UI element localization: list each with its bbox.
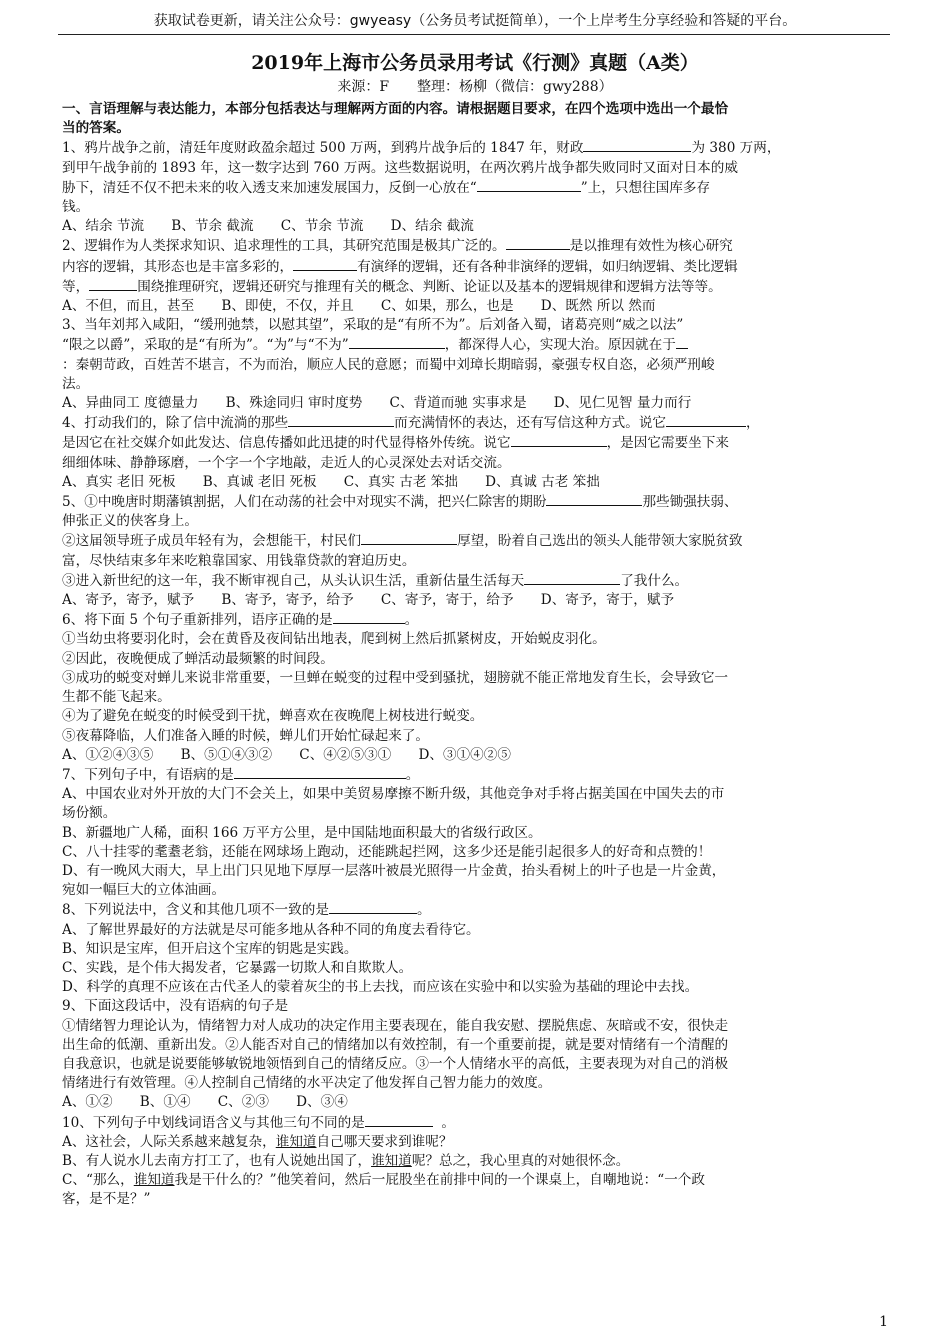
question-7 [62, 765, 890, 900]
option-line [62, 1171, 890, 1190]
answer-blank [365, 1113, 433, 1127]
question-text: ，是因它需要坐下来 [606, 435, 729, 452]
question-9 [62, 997, 890, 1112]
question-text: 那些锄强扶弱、 [642, 494, 738, 511]
passage-line: 自我意识，也就是说要能够敏锐地领悟到自己的情绪反应。③一个人情绪水平的高低，主要表现为对自己的消极 [62, 1055, 729, 1072]
question-options: A、不但，而且，甚至 B、即使，不仅，并且 C、如果，那么，也是 D、既然 所以 然而 [62, 298, 656, 315]
question-text-line [62, 900, 890, 920]
question-text-line: ：秦朝苛政，百姓苦不堪言，不为而治，顺应人民的意愿；而蜀中刘璋长期暗弱，豪强专权自恣，必须严刑峻 [62, 356, 715, 373]
question-text-line [62, 765, 890, 785]
question-text-line: 3、当年刘邦入咸阳，“缓刑弛禁，以慰其望”，采取的是“有所不为”。后刘备入蜀，诸葛亮则“威之以法” [62, 317, 684, 334]
option-line: A、中国农业对外开放的大门不会关上，如果中美贸易摩擦不断升级，其他竞争对手将占据美国在中国失去的市 [62, 786, 725, 803]
question-text-line [62, 236, 890, 256]
question-text: 围绕推理研究，逻辑还研究与推理有关的概念、判断、论证以及基本的逻辑规律和逻辑方法等等。 [137, 278, 722, 295]
underlined-phrase: 谁知道 [371, 1152, 412, 1169]
question-text-line: 9、下面这段话中，没有语病的句子是 [62, 998, 289, 1015]
passage-line: ①情绪智力理论认为，情绪智力对人成功的决定作用主要表现在，能自我安慰、摆脱焦虑、灰暗或不安，很快走 [62, 1017, 729, 1034]
question-10 [62, 1113, 890, 1210]
answer-blank [676, 335, 688, 349]
question-options: A、异曲同工 度德量力 B、殊途同归 审时度势 C、背道而驰 实事求是 D、见仁见智 量力而行 [62, 395, 692, 412]
passage-line: 出生命的低潮、重新出发。②人能否对自己的情绪加以有效控制，有一个重要前提，就是要对情绪有一个清醒的 [62, 1036, 729, 1053]
question-8 [62, 900, 890, 997]
question-text: 。 [405, 766, 420, 783]
question-text-line [62, 610, 890, 630]
question-text-line [62, 335, 890, 355]
passage-line: 情绪进行有效管理。④人控制自己情绪的水平决定了他发挥自己智力能力的效度。 [62, 1075, 552, 1092]
question-text: 是以推理有效性为核心研究 [569, 238, 733, 255]
answer-blank [666, 413, 746, 427]
answer-blank [333, 610, 405, 624]
question-text: 是因它在社交媒介如此发达、信息传播如此迅捷的时代显得格外传统。说它 [62, 435, 511, 452]
answer-blank [234, 765, 406, 779]
option-line: 宛如一幅巨大的立体油画。 [62, 882, 226, 899]
section-heading-line: 当的答案。 [62, 120, 130, 137]
question-text-line: 钱。 [62, 199, 90, 216]
question-text: 8、下列说法中，含义和其他几项不一致的是 [62, 902, 329, 919]
sentence-line: ⑤夜幕降临，人们准备入睡的时候，蝉儿们开始忙碌起来了。 [62, 727, 430, 744]
option-line [62, 1133, 890, 1152]
answer-blank [506, 236, 570, 250]
answer-blank [361, 531, 457, 545]
question-text: 为 380 万两， [691, 140, 781, 157]
option-line: C、八十挂零的耄耋老翁，还能在网球场上跑动，还能跳起拦网，这多少还是能引起很多人的好奇和点赞的！ [62, 843, 712, 860]
question-text-line [62, 138, 890, 158]
question-text-line: 富，尽快结束多年来吃粮靠国家、用钱靠贷款的窘迫历史。 [62, 552, 416, 569]
question-text: ，都深得人心，实现大治。原因就在于 [444, 337, 676, 354]
question-text-line [62, 433, 890, 453]
answer-blank [546, 492, 642, 506]
question-text: 内容的逻辑，其形态也是丰富多彩的， [62, 258, 294, 275]
option-line: 场份额。 [62, 805, 117, 822]
question-text: 。 [404, 612, 419, 629]
question-options: A、真实 老旧 死板 B、真诚 老旧 死板 C、真实 古老 笨拙 D、真诚 古老 笨拙 [62, 473, 600, 490]
question-text: 厚望，盼着自己选出的领头人能带领大家脱贫致 [457, 533, 743, 550]
question-text: 有演绎的逻辑，还有各种非演绎的逻辑，如归纳逻辑、类比逻辑 [357, 258, 738, 275]
question-text-line: 法。 [62, 375, 90, 392]
question-text-line [62, 531, 890, 551]
option-text: C、“那么， [62, 1172, 134, 1189]
question-text-line [62, 178, 890, 198]
question-text-line [62, 1113, 890, 1133]
option-text: B、有人说水儿去南方打工了，也有人说她出国了， [62, 1152, 372, 1169]
question-text: 4、打动我们的，除了信中流淌的那些 [62, 415, 289, 432]
question-5 [62, 492, 890, 610]
question-1 [62, 138, 890, 236]
question-text-line [62, 492, 890, 512]
question-options: A、寄予，寄予，赋予 B、寄予，寄予，给予 C、寄予，寄于，给予 D、寄予，寄于，赋予 [62, 592, 675, 609]
sentence-line: ④为了避免在蜕变的时候受到干扰，蝉喜欢在夜晚爬上树枝进行蜕变。 [62, 708, 484, 725]
question-text: 而充满情怀的表达，还有写信这种方式。说它 [394, 415, 667, 432]
question-text: ③进入新世纪的这一年，我不断审视自己，从头认识生活，重新估量生活每天 [62, 572, 525, 589]
question-text: 。 [416, 902, 431, 919]
question-text: ， [746, 415, 760, 432]
answer-blank [524, 571, 620, 585]
question-options: A、结余 节流 B、节余 截流 C、节余 节流 D、结余 截流 [62, 218, 474, 235]
option-text: 自己哪天要求到谁呢？ [316, 1133, 453, 1150]
answer-blank [583, 138, 691, 152]
question-text: 6、将下面 5 个句子重新排列，语序正确的是 [62, 612, 333, 629]
option-text: 我是干什么的？”他笑着问，然后一屁股坐在前排中间的一个课桌上，自嘲地说：“一个政 [174, 1172, 705, 1189]
question-text-line: 伸张正义的侠客身上。 [62, 513, 198, 530]
question-text: 2、逻辑作为人类探求知识、追求理性的工具，其研究范围是极其广泛的。 [62, 238, 506, 255]
question-text: 10、下列句子中划线词语含义与其他三句不同的是 [62, 1114, 365, 1131]
answer-blank [288, 413, 394, 427]
document-title: 2019年上海市公务员录用考试《行测》真题（A类） [251, 52, 699, 74]
section-heading [62, 100, 890, 138]
option-line: B、新疆地广人稀，面积 166 万平方公里，是中国陆地面积最大的省级行政区。 [62, 824, 542, 841]
question-text: 胁下，清廷不仅不把未来的收入透支来加速发展国力，反倒一心放在“ [62, 179, 477, 196]
question-6 [62, 610, 890, 765]
option-text: 呢？总之，我心里真的对她很怀念。 [411, 1152, 630, 1169]
sentence-line: ③成功的蜕变对蝉儿来说非常重要，一旦蝉在蜕变的过程中受到骚扰，翅膀就不能正常地发育生长，会导致它一 [62, 669, 729, 686]
question-text: 1、鸦片战争之前，清廷年度财政盈余超过 500 万两，到鸦片战争后的 1847 年，财政 [62, 140, 584, 157]
question-3 [62, 316, 890, 413]
answer-blank [89, 277, 137, 291]
option-text: A、这社会，人际关系越来越复杂， [62, 1133, 276, 1150]
question-text: ”上，只想往国库多存 [580, 179, 711, 196]
question-text: ②这届领导班子成员年轻有为，会想能干，村民们 [62, 533, 362, 550]
answer-blank [511, 433, 607, 447]
question-text: 。 [441, 1114, 456, 1131]
option-line: D、有一晚风大雨大，早上出门只见地下厚厚一层落叶被晨光照得一片金黄，抬头看树上的叶子也是一片金黄， [62, 862, 726, 879]
option-line: B、知识是宝库，但开启这个宝库的钥匙是实践。 [62, 940, 358, 957]
sentence-line: ①当幼虫将要羽化时，会在黄昏及夜间钻出地表，爬到树上然后抓紧树皮，开始蜕皮羽化。 [62, 631, 606, 648]
question-2 [62, 236, 890, 316]
question-4 [62, 413, 890, 492]
question-text: “限之以爵”，采取的是“有所为”。“为”与“不为” [62, 337, 349, 354]
document-body [62, 100, 890, 1210]
question-text-line [62, 413, 890, 433]
underlined-phrase: 谁知道 [275, 1133, 317, 1150]
question-text-line [62, 571, 890, 591]
answer-blank [329, 900, 417, 914]
document-source: 来源：F 整理：杨柳（微信：gwy288） [337, 79, 613, 95]
header-banner: 获取试卷更新，请关注公众号：gwyeasy（公务员考试挺简单），一个上岸考生分享经验和答疑的平台。 [153, 13, 797, 29]
answer-blank [349, 335, 445, 349]
question-text: 等， [62, 278, 90, 295]
question-text-line [62, 257, 890, 277]
section-heading-line: 一、言语理解与表达能力，本部分包括表达与理解两方面的内容。请根据题目要求，在四个选项中选出一个最恰 [62, 101, 729, 117]
question-text: 了我什么。 [620, 572, 689, 589]
answer-blank [293, 257, 357, 271]
question-options: A、①② B、①④ C、②③ D、③④ [62, 1094, 348, 1111]
page-number: 1 [879, 1314, 888, 1330]
answer-blank [477, 178, 581, 192]
option-line: 客，是不是？” [62, 1191, 151, 1208]
sentence-line: ②因此，夜晚便成了蝉活动最频繁的时间段。 [62, 650, 334, 667]
header-divider [58, 34, 890, 35]
option-line [62, 1152, 890, 1171]
underlined-phrase: 谁知道 [133, 1172, 175, 1189]
option-line: C、实践，是个伟大揭发者，它暴露一切欺人和自欺欺人。 [62, 959, 413, 976]
question-text-line [62, 277, 890, 297]
sentence-line: 生都不能飞起来。 [62, 689, 171, 706]
question-text-line: 到甲午战争前的 1893 年，这一数字达到 760 万两。这些数据说明，在两次鸦片战争都失败同时又面对日本的威 [62, 159, 738, 176]
question-text-line: 细细体味、静静琢磨，一个字一个字地敲，走近人的心灵深处去对话交流。 [62, 454, 511, 471]
option-line: A、了解世界最好的方法就是尽可能多地从各种不同的角度去看待它。 [62, 921, 480, 938]
question-text: 5、①中晚唐时期藩镇割据，人们在动荡的社会中对现实不满，把兴仁除害的期盼 [62, 494, 547, 511]
question-options: A、①②④③⑤ B、⑤①④③② C、④②⑤③① D、③①④②⑤ [62, 746, 511, 763]
option-line: D、科学的真理不应该在古代圣人的蒙着灰尘的书上去找，而应该在实验中和以实验为基础的理论中去找。 [62, 979, 699, 996]
question-text: 7、下列句子中，有语病的是 [62, 766, 234, 783]
